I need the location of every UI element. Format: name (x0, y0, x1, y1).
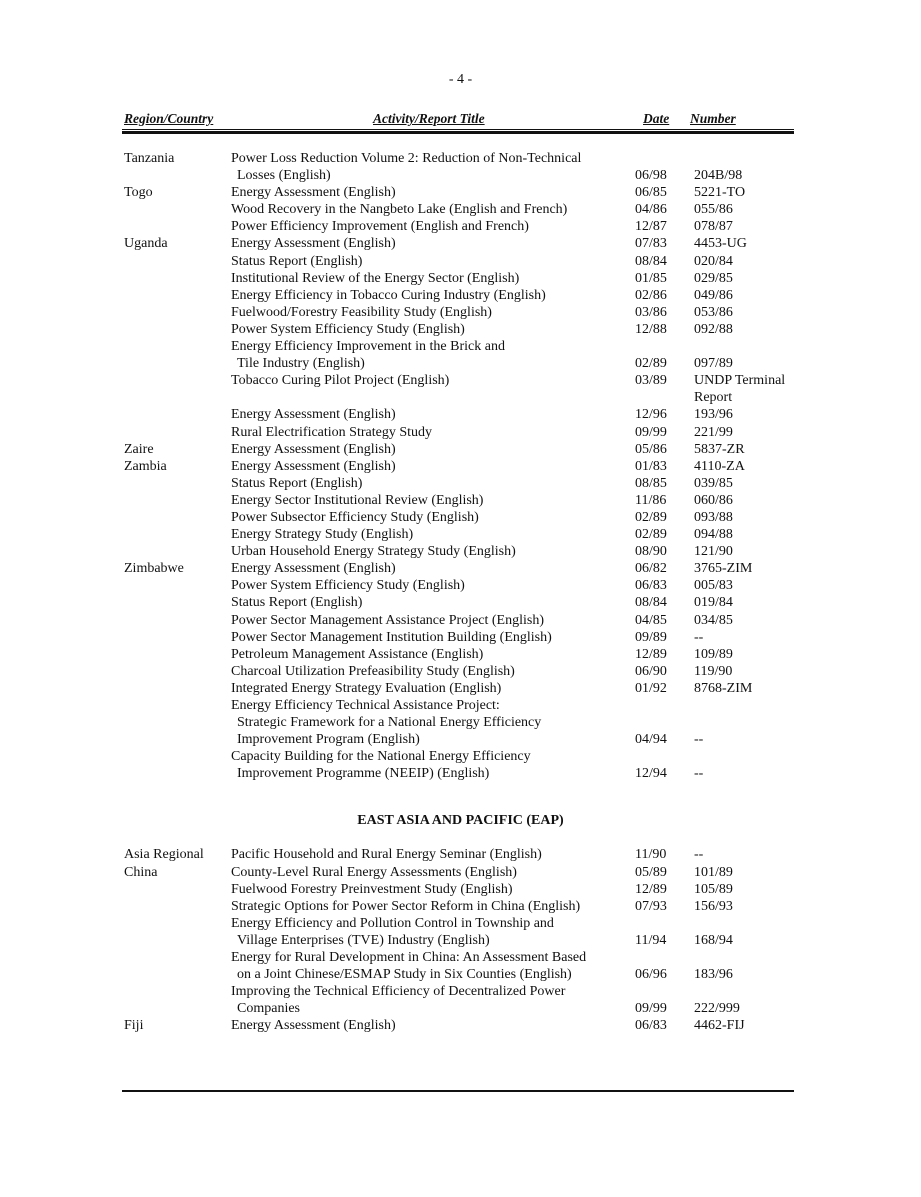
date-cell: 07/83 (635, 236, 667, 252)
table-row (0, 949, 921, 966)
table-row (0, 475, 921, 492)
date-cell: 08/85 (635, 475, 667, 491)
number-cell: 105/89 (694, 881, 733, 897)
title-cell: Integrated Energy Strategy Evaluation (English) (231, 680, 502, 696)
number-cell: 101/89 (694, 864, 733, 880)
table-row (0, 846, 921, 863)
title-cell: Capacity Building for the National Energy Efficiency (231, 749, 531, 765)
number-cell: Report (694, 390, 733, 406)
table-row (0, 1000, 921, 1017)
number-cell: UNDP Terminal (694, 373, 786, 389)
table-row (0, 680, 921, 697)
date-cell: 05/89 (635, 864, 667, 880)
table-row (0, 321, 921, 338)
table-row (0, 424, 921, 441)
date-cell: 01/85 (635, 270, 667, 286)
date-cell: 02/86 (635, 287, 667, 303)
date-cell: 12/89 (635, 881, 667, 897)
table-row (0, 594, 921, 611)
date-cell: 01/92 (635, 680, 667, 696)
table-row (0, 406, 921, 423)
region-cell: Fiji (124, 1018, 144, 1034)
number-cell: 005/83 (694, 578, 733, 594)
region-cell: Zaire (124, 441, 154, 457)
title-cell: Urban Household Energy Strategy Study (English) (231, 544, 516, 560)
date-cell: 09/99 (635, 1001, 667, 1017)
title-cell: Status Report (English) (231, 475, 363, 491)
number-cell: 093/88 (694, 509, 733, 525)
table-row (0, 287, 921, 304)
date-cell: 12/88 (635, 321, 667, 337)
table-row (0, 731, 921, 748)
number-cell: -- (694, 732, 704, 748)
table-row (0, 338, 921, 355)
table-row (0, 1017, 921, 1034)
date-cell: 05/86 (635, 441, 667, 457)
table-row (0, 458, 921, 475)
table-row (0, 184, 921, 201)
date-cell: 12/87 (635, 219, 667, 235)
title-cell: Fuelwood/Forestry Feasibility Study (English) (231, 304, 492, 320)
date-cell: 08/84 (635, 595, 667, 611)
header-number: Number (690, 111, 736, 126)
number-cell: 020/84 (694, 253, 733, 269)
number-cell: 109/89 (694, 646, 733, 662)
table-row (0, 355, 921, 372)
date-cell: 12/96 (635, 407, 667, 423)
table-row (0, 714, 921, 731)
number-cell: 029/85 (694, 270, 733, 286)
date-cell: 06/98 (635, 168, 667, 184)
date-cell: 06/90 (635, 663, 667, 679)
region-cell: Uganda (124, 236, 168, 252)
table-row (0, 560, 921, 577)
table-row (0, 932, 921, 949)
number-cell: 222/999 (694, 1001, 740, 1017)
title-cell: Improvement Programme (NEEIP) (English) (237, 766, 490, 782)
date-cell: 07/93 (635, 898, 667, 914)
number-cell: 4110-ZA (694, 458, 745, 474)
title-cell: Energy Assessment (English) (231, 458, 396, 474)
date-cell: 04/94 (635, 732, 667, 748)
date-cell: 06/83 (635, 1018, 667, 1034)
table-row (0, 612, 921, 629)
date-cell: 06/82 (635, 561, 667, 577)
report-list (0, 150, 921, 1035)
title-cell: Improving the Technical Efficiency of Decentralized Power (231, 984, 566, 1000)
date-cell: 03/86 (635, 304, 667, 320)
header-date: Date (643, 111, 670, 126)
number-cell: -- (694, 847, 704, 863)
number-cell: 053/86 (694, 304, 733, 320)
date-cell: 06/96 (635, 967, 667, 983)
number-cell: 055/86 (694, 202, 733, 218)
title-cell: Institutional Review of the Energy Sector (English) (231, 270, 520, 286)
region-cell: Asia Regional (124, 847, 204, 863)
date-cell: 11/86 (635, 492, 667, 508)
section-heading: EAST ASIA AND PACIFIC (EAP) (357, 813, 564, 829)
table-row (0, 765, 921, 782)
title-cell: Rural Electrification Strategy Study (231, 424, 433, 440)
table-row (0, 441, 921, 458)
title-cell: Improvement Program (English) (237, 732, 420, 748)
number-cell: 034/85 (694, 612, 733, 628)
section-row (0, 812, 921, 846)
region-cell: Togo (124, 185, 153, 201)
header-title: Activity/Report Title (373, 111, 485, 126)
title-cell: Energy Efficiency and Pollution Control in Township and (231, 915, 554, 931)
number-cell: 3765-ZIM (694, 561, 753, 577)
title-cell: Power Loss Reduction Volume 2: Reduction of Non-Technical (231, 151, 582, 166)
table-row (0, 509, 921, 526)
title-cell: Power Sector Management Institution Building (English) (231, 629, 552, 645)
date-cell: 02/89 (635, 509, 667, 525)
header-region: Region/Country (124, 111, 214, 126)
table-row (0, 748, 921, 765)
title-cell: Petroleum Management Assistance (English) (231, 646, 484, 662)
table-row (0, 697, 921, 714)
date-cell: 04/85 (635, 612, 667, 628)
title-cell: Energy Assessment (English) (231, 407, 396, 423)
number-cell: 193/96 (694, 407, 733, 423)
table-row (0, 167, 921, 184)
title-cell: Pacific Household and Rural Energy Seminar (English) (231, 847, 542, 863)
date-cell: 09/99 (635, 424, 667, 440)
date-cell: 02/89 (635, 356, 667, 372)
date-cell: 02/89 (635, 527, 667, 543)
region-cell: Tanzania (124, 151, 175, 166)
number-cell: 039/85 (694, 475, 733, 491)
table-row (0, 201, 921, 218)
region-cell: Zambia (124, 458, 167, 474)
title-cell: Energy Assessment (English) (231, 441, 396, 457)
date-cell: 08/84 (635, 253, 667, 269)
table-row (0, 646, 921, 663)
table-row (0, 270, 921, 287)
table-row (0, 881, 921, 898)
number-cell: 8768-ZIM (694, 680, 753, 696)
title-cell: Power System Efficiency Study (English) (231, 578, 465, 594)
title-cell: Tobacco Curing Pilot Project (English) (231, 373, 450, 389)
date-cell: 11/90 (635, 847, 667, 863)
number-cell: 019/84 (694, 595, 733, 611)
table-row (0, 218, 921, 235)
table-row (0, 235, 921, 252)
number-cell: 204B/98 (694, 168, 743, 184)
date-cell: 12/94 (635, 766, 667, 782)
title-cell: Wood Recovery in the Nangbeto Lake (English and French) (231, 202, 568, 218)
title-cell: Losses (English) (237, 168, 331, 184)
date-cell: 06/83 (635, 578, 667, 594)
number-cell: 121/90 (694, 544, 733, 560)
date-cell: 06/85 (635, 185, 667, 201)
table-row (0, 915, 921, 932)
table-row (0, 577, 921, 594)
title-cell: Charcoal Utilization Prefeasibility Study (English) (231, 663, 515, 679)
table-row (0, 543, 921, 560)
number-cell: 049/86 (694, 287, 733, 303)
header-rule-thin (122, 129, 794, 130)
date-cell: 12/89 (635, 646, 667, 662)
number-cell: 4462-FIJ (694, 1018, 745, 1034)
number-cell: 092/88 (694, 321, 733, 337)
title-cell: Energy Efficiency in Tobacco Curing Industry (English) (231, 287, 546, 303)
table-row (0, 492, 921, 509)
title-cell: Energy Sector Institutional Review (English) (231, 492, 484, 508)
title-cell: Energy Assessment (English) (231, 185, 396, 201)
title-cell: Fuelwood Forestry Preinvestment Study (English) (231, 881, 513, 897)
title-cell: Tile Industry (English) (237, 356, 365, 372)
number-cell: 5221-TO (694, 185, 746, 201)
number-cell: -- (694, 766, 704, 782)
date-cell: 09/89 (635, 629, 667, 645)
number-cell: 183/96 (694, 967, 733, 983)
page-number: - 4 - (448, 72, 473, 87)
table-row (0, 983, 921, 1000)
title-cell: Status Report (English) (231, 253, 363, 269)
table-row (0, 253, 921, 270)
title-cell: Companies (237, 1001, 300, 1017)
header-rule-thick (122, 131, 794, 134)
title-cell: Power Sector Management Assistance Project (English) (231, 612, 544, 628)
table-row (0, 864, 921, 881)
title-cell: County-Level Rural Energy Assessments (English) (231, 864, 517, 880)
date-cell: 04/86 (635, 202, 667, 218)
title-cell: Energy Efficiency Improvement in the Brick and (231, 339, 505, 355)
table-row (0, 663, 921, 680)
number-cell: 119/90 (694, 663, 733, 679)
title-cell: Energy Assessment (English) (231, 236, 396, 252)
title-cell: Power System Efficiency Study (English) (231, 321, 465, 337)
title-cell: Energy Strategy Study (English) (231, 527, 414, 543)
date-cell: 08/90 (635, 544, 667, 560)
number-cell: 060/86 (694, 492, 733, 508)
table-row (0, 629, 921, 646)
region-cell: Zimbabwe (124, 561, 184, 577)
title-cell: Energy for Rural Development in China: An Assessment Based (231, 950, 587, 966)
table-row (0, 526, 921, 543)
number-cell: 221/99 (694, 424, 733, 440)
title-cell: Strategic Framework for a National Energy Efficiency (237, 715, 542, 731)
table-row (0, 372, 921, 389)
region-cell: China (124, 864, 158, 880)
table-row (0, 898, 921, 915)
date-cell: 11/94 (635, 932, 667, 948)
date-cell: 01/83 (635, 458, 667, 474)
title-cell: Status Report (English) (231, 595, 363, 611)
spacer (0, 782, 921, 812)
table-row (0, 304, 921, 321)
number-cell: 4453-UG (694, 236, 747, 252)
number-cell: 094/88 (694, 527, 733, 543)
table-row (0, 389, 921, 406)
table-row (0, 966, 921, 983)
title-cell: on a Joint Chinese/ESMAP Study in Six Counties (English) (237, 967, 572, 983)
title-cell: Energy Efficiency Technical Assistance Project: (231, 698, 500, 713)
number-cell: 156/93 (694, 898, 733, 914)
date-cell: 03/89 (635, 373, 667, 389)
number-cell: 5837-ZR (694, 441, 745, 457)
title-cell: Energy Assessment (English) (231, 561, 396, 577)
title-cell: Village Enterprises (TVE) Industry (English) (237, 932, 490, 948)
number-cell: -- (694, 629, 704, 645)
title-cell: Strategic Options for Power Sector Reform in China (English) (231, 898, 581, 914)
title-cell: Energy Assessment (English) (231, 1018, 396, 1034)
number-cell: 097/89 (694, 356, 733, 372)
footer-rule (122, 1090, 794, 1092)
number-cell: 078/87 (694, 219, 733, 235)
title-cell: Power Subsector Efficiency Study (English) (231, 509, 479, 525)
number-cell: 168/94 (694, 932, 733, 948)
table-row (0, 150, 921, 167)
title-cell: Power Efficiency Improvement (English and French) (231, 219, 529, 235)
